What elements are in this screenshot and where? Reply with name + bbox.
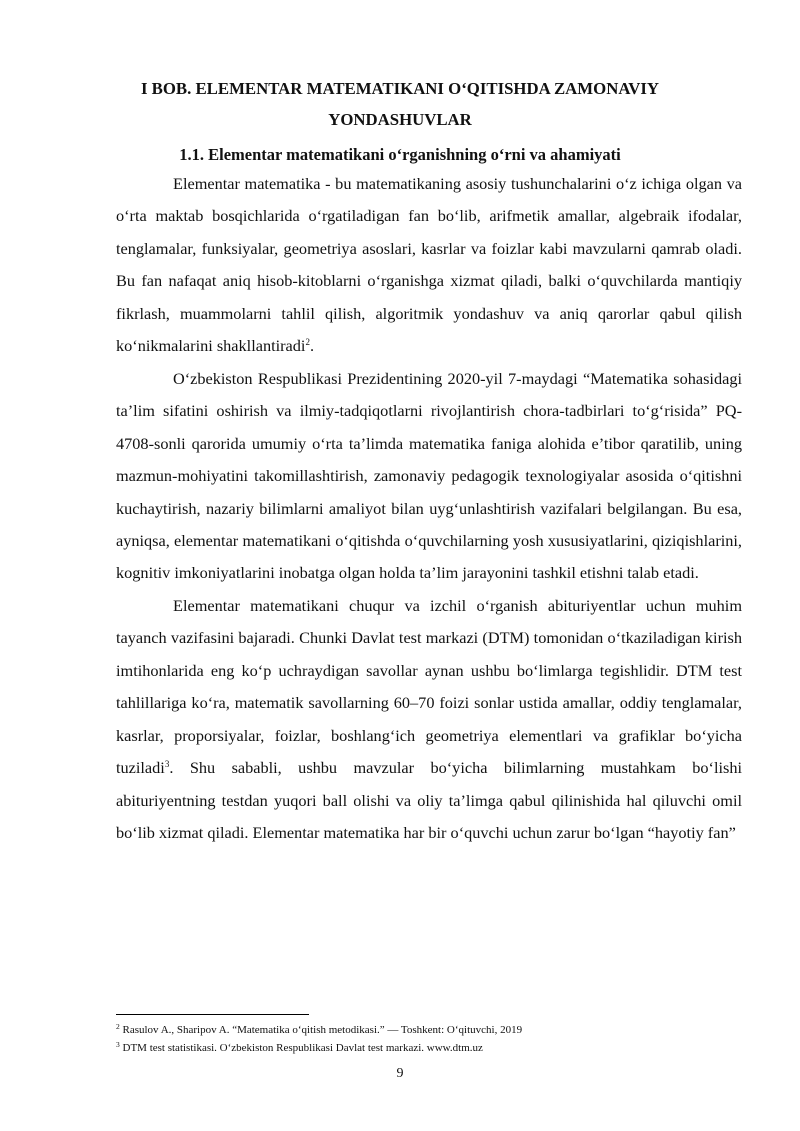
- paragraph-text: Elementar matematika - bu matematikaning asosiy tushunchalarini o‘z ichiga olgan va o‘rta maktab bosqichlarida o‘rgatiladigan fan bo‘lib, arifmetik amallar, algebraik ifodalar, tenglamalar, funksiyalar, geometriya asoslari, kasrlar va foizlar kabi mavzularni qamrab oladi. Bu fan nafaqat aniq hisob-kitoblarni o‘rganishga xizmat qiladi, balki o‘quvchilarda mantiqiy fikrlash, muammolarni tahlil qilish, algoritmik yondashuv va aniq qarorlar qabul qilish ko‘nikmalarini shakllantiradi: [116, 174, 742, 356]
- paragraph-3: [116, 590, 742, 850]
- footnote-item: [116, 1039, 756, 1057]
- section-title: 1.1. Elementar matematikani o‘rganishning o‘rni va ahamiyati: [179, 145, 621, 164]
- paragraph-text: Elementar matematikani chuqur va izchil o‘rganish abituriyentlar uchun muhim tayanch vazifasini bajaradi. Chunki Davlat test markazi (DTM) tomonidan o‘tkaziladigan kirish imtihonlarida eng ko‘p uchraydigan savollar aynan ushbu bo‘limlarga tegishlidir. DTM test tahlillariga ko‘ra, matematik savollarning 60–70 foizi sonlar ustida amallar, oddiy tenglamalar, kasrlar, proporsiyalar, foizlar, boshlang‘ich geometriya elementlari va grafiklar bo‘yicha tuziladi: [116, 595, 742, 778]
- paragraph-text: O‘zbekiston Respublikasi Prezidentining 2020-yil 7-maydagi “Matematika sohasidagi ta’lim sifatini oshirish va ilmiy-tadqiqotlarni rivojlantirish chora-tadbirlari to‘g‘risida” PQ-4708-sonli qarorida umumiy o‘rta ta’limda matematika faniga alohida e’tibor qaratilib, uning mazmun-mohiyatini takomillashtirish, zamonaviy pedagogik texnologiyalar asosida o‘qitishni kuchaytirish, nazariy bilimlarni amaliyot bilan uyg‘unlashtirish vazifalari belgilangan. Bu esa, ayniqsa, elementar matematikani o‘qitishda o‘quvchilarning yosh xususiyatlarini, qiziqishlarini, kognitiv imkoniyatlarini inobatga olgan holda ta’lim jarayonini tashkil etishni talab etadi.: [116, 368, 742, 583]
- footnotes: [116, 1021, 756, 1057]
- chapter-title-line2: YONDASHUVLAR: [328, 110, 472, 129]
- footnote-separator: [116, 1014, 309, 1015]
- footnote-mark: 2: [116, 1022, 120, 1031]
- paragraph-2: [116, 363, 742, 590]
- footnote-ref[interactable]: 2: [305, 337, 310, 348]
- footnote-mark: 3: [116, 1040, 120, 1049]
- body-text: [116, 168, 742, 850]
- footnote-text: DTM test statistikasi. O‘zbekiston Respublikasi Davlat test markazi. www.dtm.uz: [119, 1042, 483, 1054]
- footnote-text: Rasulov A., Sharipov A. “Matematika o‘qitish metodikasi.” — Toshkent: O‘qituvchi, 2019: [119, 1024, 523, 1036]
- paragraph-text-tail: . Shu sababli, ushbu mavzular bo‘yicha bilimlarning mustahkam bo‘lishi abituriyentning testdan yuqori ball olishi va oliy ta’limga qabul qilinishida hal qiluvchi omil bo‘lib xizmat qiladi. Elementar matematika har bir o‘quvchi uchun zarur bo‘lgan “hayotiy fan”: [116, 758, 742, 843]
- page-number: 9: [396, 1066, 404, 1081]
- paragraph-1: [116, 168, 742, 363]
- chapter-title-line1: I BOB. ELEMENTAR MATEMATIKANI O‘QITISHDA ZAMONAVIY: [140, 79, 660, 98]
- paragraph-text-tail: .: [309, 336, 315, 356]
- footnote-ref[interactable]: 3: [164, 759, 170, 770]
- footnote-item: [116, 1021, 756, 1039]
